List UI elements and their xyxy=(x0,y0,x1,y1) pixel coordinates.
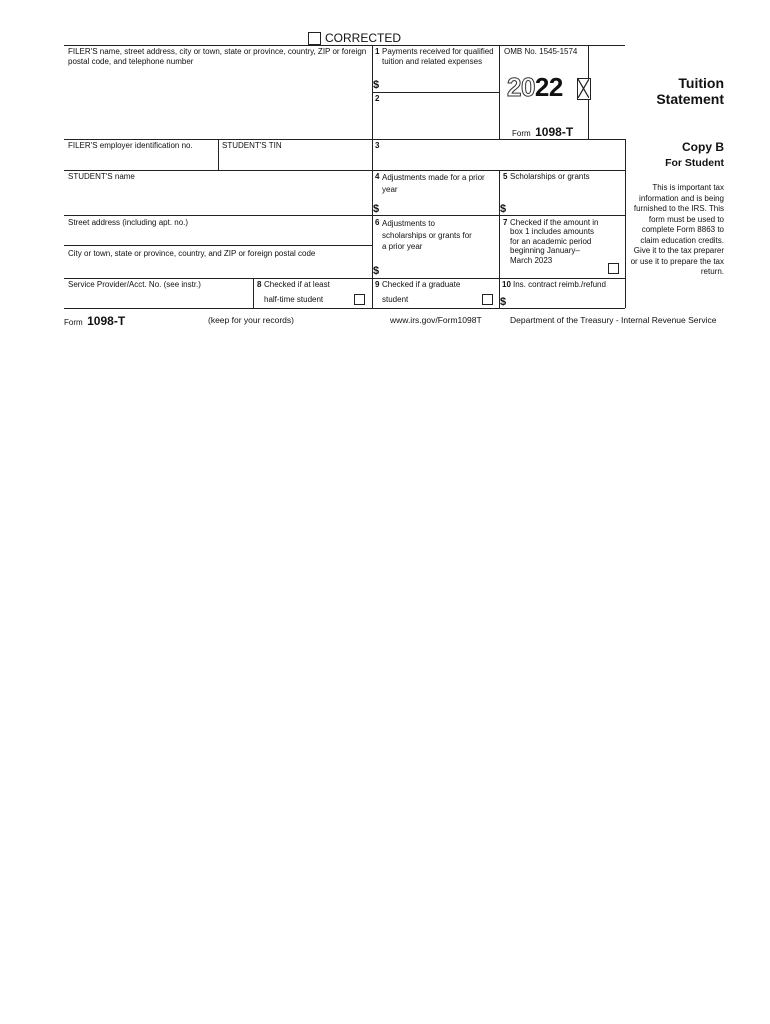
col-line xyxy=(499,170,500,308)
col-line xyxy=(625,139,626,308)
corrected-label: CORRECTED xyxy=(325,31,402,45)
box10-dollar: $ xyxy=(500,296,507,308)
filer-ein-label: FILER'S employer identification no. xyxy=(68,141,193,150)
box8-number: 8 xyxy=(257,280,262,289)
year-box-x-icon xyxy=(577,78,591,100)
box9-checkbox[interactable] xyxy=(482,294,493,305)
box1-number: 1 xyxy=(375,47,380,56)
box8-label-2: half-time student xyxy=(264,295,324,304)
box9-number: 9 xyxy=(375,280,380,289)
filer-name-label: FILER'S name, street address, city or town, state or province, country, ZIP or foreign postal code, and telephone number xyxy=(68,47,367,66)
copy-note: This is important tax information and is being furnished to the IRS. This form must be used to complete Form 8863 to claim education credits. Give it to the tax preparer or use it to prepare the tax return. xyxy=(630,183,724,276)
footer-keep-note: (keep for your records) xyxy=(208,315,294,325)
service-provider-label: Service Provider/Acct. No. (see instr.) xyxy=(68,280,201,289)
footer-url[interactable]: www.irs.gov/Form1098T xyxy=(390,315,482,325)
box1-label: Payments received for qualified tuition and related expenses xyxy=(382,47,494,66)
student-name-label: STUDENT'S name xyxy=(68,172,135,181)
copy-subtitle: For Student xyxy=(665,157,724,169)
row-line xyxy=(64,215,625,216)
form-word: Form xyxy=(512,129,531,138)
tax-year-outline: 20 xyxy=(507,72,535,102)
box4-label: Adjustments made for a prior year xyxy=(382,173,485,194)
footer-form-word: Form xyxy=(64,318,83,327)
box6-number: 6 xyxy=(375,218,380,227)
col-line xyxy=(499,45,500,139)
copy-title: Copy B xyxy=(682,140,724,154)
corrected-checkbox[interactable] xyxy=(308,32,321,45)
street-address-label: Street address (including apt. no.) xyxy=(68,218,189,227)
form-name: 1098-T xyxy=(535,125,574,139)
box8-checkbox[interactable] xyxy=(354,294,365,305)
box10-number: 10 xyxy=(502,280,511,289)
student-tin-label: STUDENT'S TIN xyxy=(222,141,282,150)
row-line xyxy=(64,245,372,246)
city-label: City or town, state or province, country, and ZIP or foreign postal code xyxy=(68,249,316,258)
box6-dollar: $ xyxy=(373,265,380,277)
form-bottom-border xyxy=(64,308,625,309)
box1-dollar: $ xyxy=(373,79,380,91)
footer-department: Department of the Treasury - Internal Revenue Service xyxy=(510,315,717,325)
box9-label-1: Checked if a graduate xyxy=(382,280,461,289)
box5-label: Scholarships or grants xyxy=(510,172,590,181)
footer-form-name: 1098-T xyxy=(87,314,126,328)
box6-label: Adjustments to scholarships or grants for a prior year xyxy=(382,219,472,251)
box4-dollar: $ xyxy=(373,203,380,215)
form-top-border xyxy=(64,45,625,46)
row-line xyxy=(64,278,625,279)
box2-number: 2 xyxy=(375,94,380,103)
footer-form-id xyxy=(64,312,125,330)
title-line2: Statement xyxy=(656,91,724,107)
box3-number: 3 xyxy=(375,141,380,150)
box8-label-1: Checked if at least xyxy=(264,280,330,289)
row-line xyxy=(64,170,625,171)
title-line1: Tuition xyxy=(678,75,724,91)
box10-label: Ins. contract reimb./refund xyxy=(513,280,606,289)
box1-box2-divider xyxy=(372,92,499,93)
box5-number: 5 xyxy=(503,172,508,181)
box9-label-2: student xyxy=(382,295,409,304)
box4-number: 4 xyxy=(375,172,380,181)
tax-year-bold: 22 xyxy=(534,72,563,102)
tax-year xyxy=(507,72,563,102)
form-id-top xyxy=(512,123,573,141)
omb-label: OMB No. 1545-1574 xyxy=(504,47,578,56)
box5-dollar: $ xyxy=(500,203,507,215)
box7-label: Checked if the amount in box 1 includes amounts for an academic period beginning January– March 2023 xyxy=(510,218,599,265)
box7-checkbox[interactable] xyxy=(608,263,619,274)
box7-number: 7 xyxy=(503,218,508,227)
col-line xyxy=(218,139,219,170)
col-line xyxy=(253,278,254,308)
